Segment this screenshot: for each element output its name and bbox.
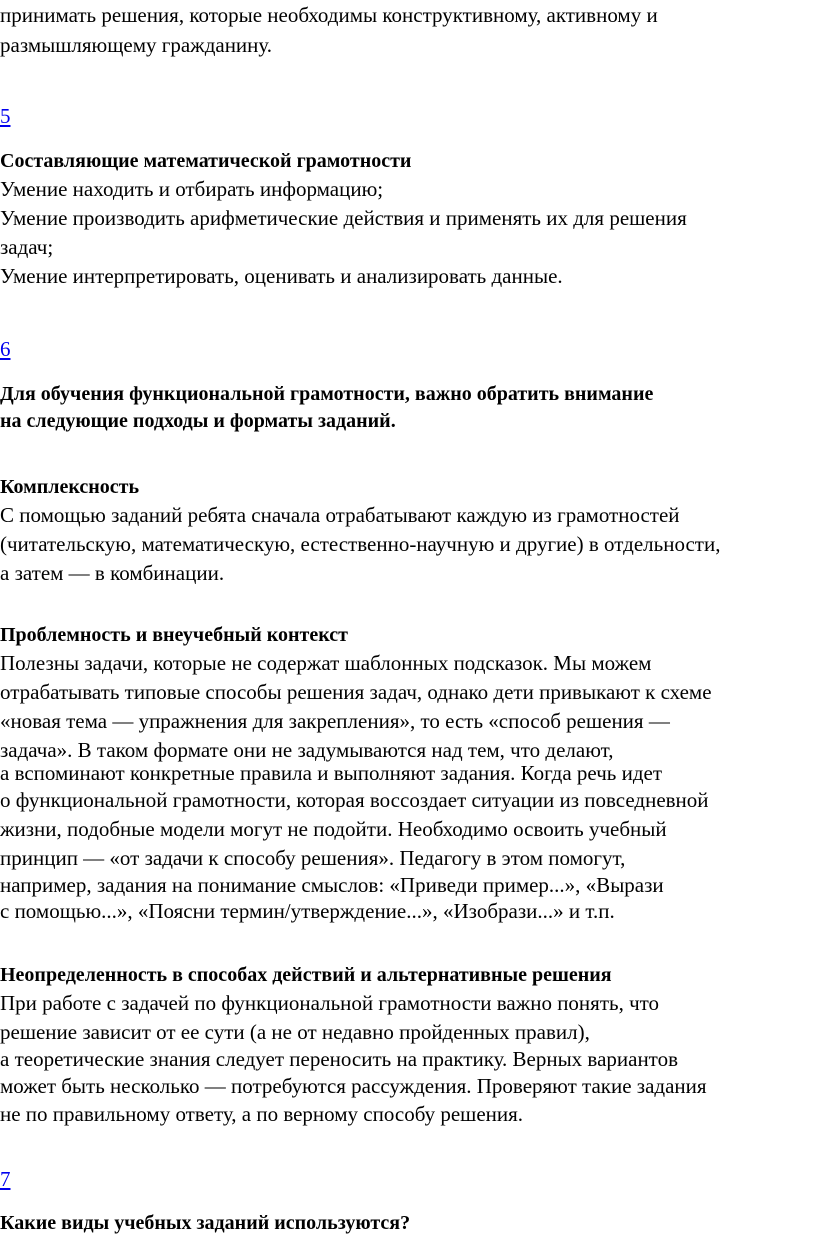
slide-7-link[interactable]: 7 [0,1167,11,1191]
section-heading: Комплексность [0,476,140,498]
slide-7-title: Какие виды учебных заданий используются? [0,1212,411,1234]
slide-5-title: Составляющие математической грамотности [0,150,412,172]
slide-5-line: Умение интерпретировать, оценивать и анализировать данные. [0,264,563,288]
section-line: При работе с задачей по функциональной грамотности важно понять, что [0,991,660,1015]
section-line: о функциональной грамотности, которая воссоздает ситуации из повседневной [0,788,709,812]
section-line: «новая тема — упражнения для закрепления», то есть «способ решения — [0,709,670,733]
section-line: а теоретические знания следует переносить на практику. Верных вариантов [0,1047,678,1071]
section-line: Полезны задачи, которые не содержат шаблонных подсказок. Мы можем [0,651,652,675]
section-line: например, задания на понимание смыслов: «Приведи пример...», «Вырази [0,873,664,897]
section-line: задача». В таком формате они не задумываются над тем, что делают, [0,738,614,762]
section-line: жизни, подобные модели могут не подойти. Необходимо освоить учебный [0,817,667,841]
slide-5-link[interactable]: 5 [0,104,11,128]
slide-6-title: на следующие подходы и форматы заданий. [0,410,396,432]
section-line: С помощью заданий ребята сначала отрабатывают каждую из грамотностей [0,503,680,527]
slide-5-line: задач; [0,235,54,259]
slide-5-line: Умение находить и отбирать информацию; [0,177,384,201]
section-line: принцип — «от задачи к способу решения». Педагогу в этом помогут, [0,846,626,870]
section-line: а вспоминают конкретные правила и выполняют задания. Когда речь идет [0,761,663,785]
intro-line: размышляющему гражданину. [0,33,273,57]
section-line: может быть несколько — потребуются рассуждения. Проверяют такие задания [0,1074,707,1098]
section-line: с помощью...», «Поясни термин/утверждение...», «Изобрази...» и т.п. [0,899,615,923]
section-heading: Неопределенность в способах действий и альтернативные решения [0,964,612,986]
section-heading: Проблемность и внеучебный контекст [0,624,348,646]
section-line: отрабатывать типовые способы решения задач, однако дети привыкают к схеме [0,680,712,704]
slide-6-link[interactable]: 6 [0,337,11,361]
intro-line: принимать решения, которые необходимы конструктивному, активному и [0,3,658,27]
section-line: не по правильному ответу, а по верному способу решения. [0,1102,524,1126]
section-line: (читательскую, математическую, естественно-научную и другие) в отдельности, [0,532,721,556]
section-line: а затем — в комбинации. [0,561,225,585]
slide-6-title: Для обучения функциональной грамотности, важно обратить внимание [0,383,654,405]
slide-5-line: Умение производить арифметические действия и применять их для решения [0,206,687,230]
section-line: решение зависит от ее сути (а не от недавно пройденных правил), [0,1020,590,1044]
